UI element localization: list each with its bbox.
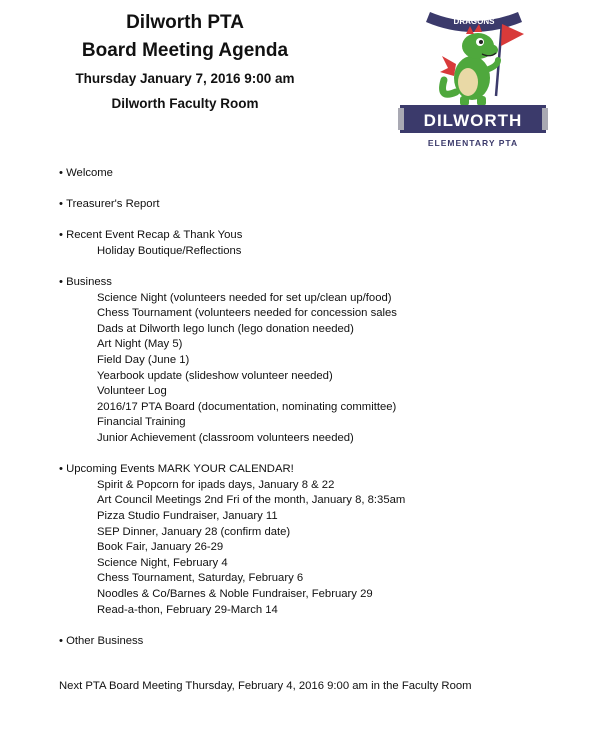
list-item: SEP Dinner, January 28 (confirm date) [97, 526, 291, 538]
list-item: Noodles & Co/Barnes & Noble Fundraiser, February 29 [97, 588, 373, 600]
list-item: Dads at Dilworth lego lunch (lego donation needed) [97, 323, 354, 335]
logo-banner-text: DRAGONS [453, 17, 495, 26]
meeting-datetime: Thursday January 7, 2016 9:00 am [75, 71, 295, 86]
list-item: Chess Tournament (volunteers needed for concession sales [97, 307, 397, 319]
agenda-item-welcome: • Welcome [59, 167, 113, 179]
agenda-item-other: • Other Business [59, 635, 143, 647]
list-item: Pizza Studio Fundraiser, January 11 [97, 510, 278, 522]
list-item: Book Fair, January 26-29 [97, 541, 224, 553]
list-item: Art Night (May 5) [97, 338, 183, 350]
list-item: Art Council Meetings 2nd Fri of the month, January 8, 8:35am [97, 494, 406, 506]
list-item: Financial Training [97, 416, 186, 428]
dragon-mascot-icon [398, 8, 548, 153]
page-title: Board Meeting Agenda [81, 40, 289, 61]
list-item: Science Night, February 4 [97, 557, 228, 569]
list-item: Field Day (June 1) [97, 354, 190, 366]
list-item: Volunteer Log [97, 385, 167, 397]
list-item: Holiday Boutique/Reflections [97, 245, 242, 257]
agenda-item-recap: • Recent Event Recap & Thank Yous [59, 229, 242, 241]
list-item: Read-a-thon, February 29-March 14 [97, 604, 278, 616]
list-item: Chess Tournament, Saturday, February 6 [97, 572, 304, 584]
logo-subtitle: ELEMENTARY PTA [427, 138, 519, 148]
meeting-location: Dilworth Faculty Room [111, 96, 259, 111]
logo-name: DILWORTH [423, 111, 523, 130]
school-title: Dilworth PTA [126, 12, 244, 33]
agenda-item-treasurer: • Treasurer's Report [59, 198, 160, 210]
dilworth-logo [398, 8, 548, 153]
list-item: Yearbook update (slideshow volunteer needed) [97, 370, 333, 382]
agenda-item-upcoming: • Upcoming Events MARK YOUR CALENDAR! [59, 463, 294, 475]
list-item: 2016/17 PTA Board (documentation, nominating committee) [97, 401, 397, 413]
agenda-item-business: • Business [59, 276, 112, 288]
list-item: Science Night (volunteers needed for set up/clean up/food) [97, 292, 392, 304]
list-item: Spirit & Popcorn for ipads days, January 8 & 22 [97, 479, 335, 491]
list-item: Junior Achievement (classroom volunteers needed) [97, 432, 354, 444]
next-meeting-note: Next PTA Board Meeting Thursday, February 4, 2016 9:00 am in the Faculty Room [59, 680, 472, 692]
